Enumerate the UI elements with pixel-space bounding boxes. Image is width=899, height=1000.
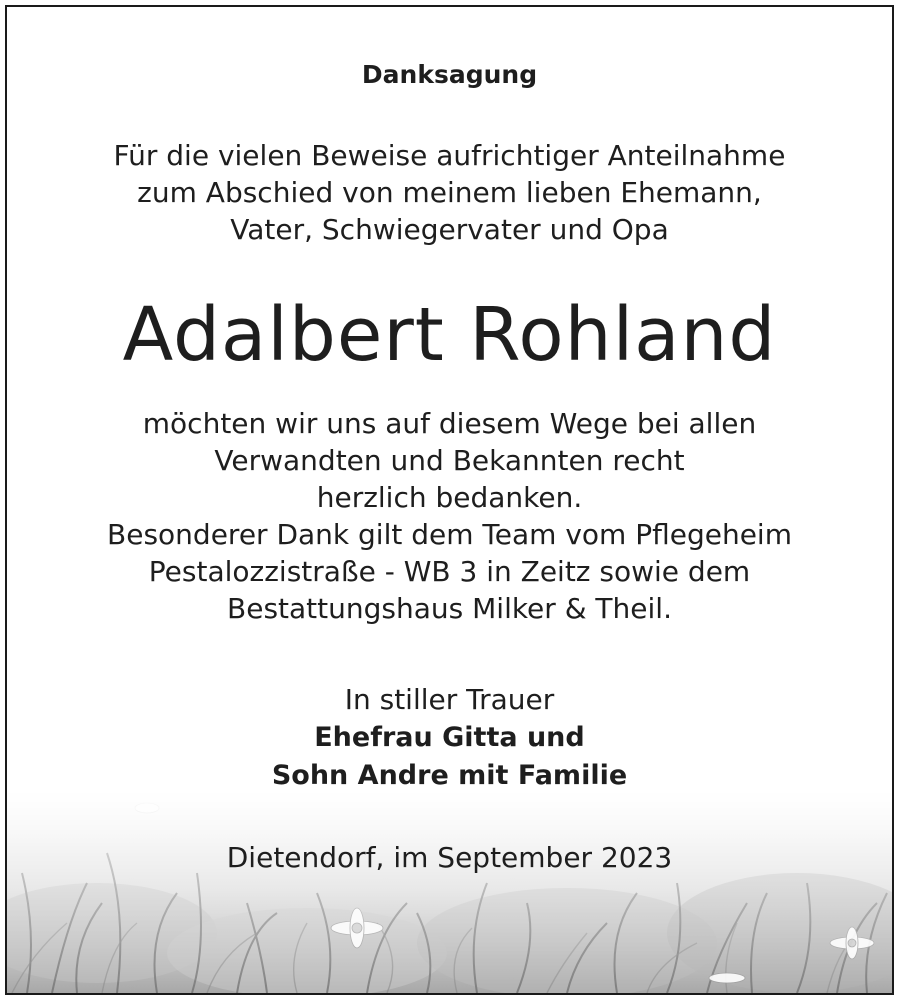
thanks-line: möchten wir uns auf diesem Wege bei allen	[142, 407, 757, 440]
thanks-line: Besonderer Dank gilt dem Team vom Pflegeheim	[107, 518, 792, 551]
thanks-line: Bestattungshaus Milker & Theil.	[227, 592, 672, 625]
mourners-block	[7, 681, 892, 795]
place-date: Dietendorf, im September 2023	[226, 841, 673, 874]
mourning-intro: In stiller Trauer	[344, 683, 555, 716]
deceased-name: Adalbert Rohland	[122, 292, 777, 378]
notice-frame	[5, 5, 894, 995]
thanks-line: Verwandten und Bekannten recht	[214, 444, 685, 477]
intro-line: zum Abschied von meinem lieben Ehemann,	[137, 176, 762, 209]
intro-line: Vater, Schwiegervater und Opa	[230, 213, 669, 246]
thanks-line: Pestalozzistraße - WB 3 in Zeitz sowie dem	[148, 555, 751, 588]
intro-line: Für die vielen Beweise aufrichtiger Anteilnahme	[113, 139, 786, 172]
mourner-line: Sohn Andre mit Familie	[271, 760, 628, 791]
thanks-paragraph	[7, 405, 892, 627]
thanks-line: herzlich bedanken.	[316, 481, 583, 514]
meadow-background-image	[7, 783, 892, 993]
notice-heading: Danksagung	[361, 60, 538, 89]
mourner-line: Ehefrau Gitta und	[314, 722, 585, 753]
intro-paragraph	[7, 137, 892, 248]
